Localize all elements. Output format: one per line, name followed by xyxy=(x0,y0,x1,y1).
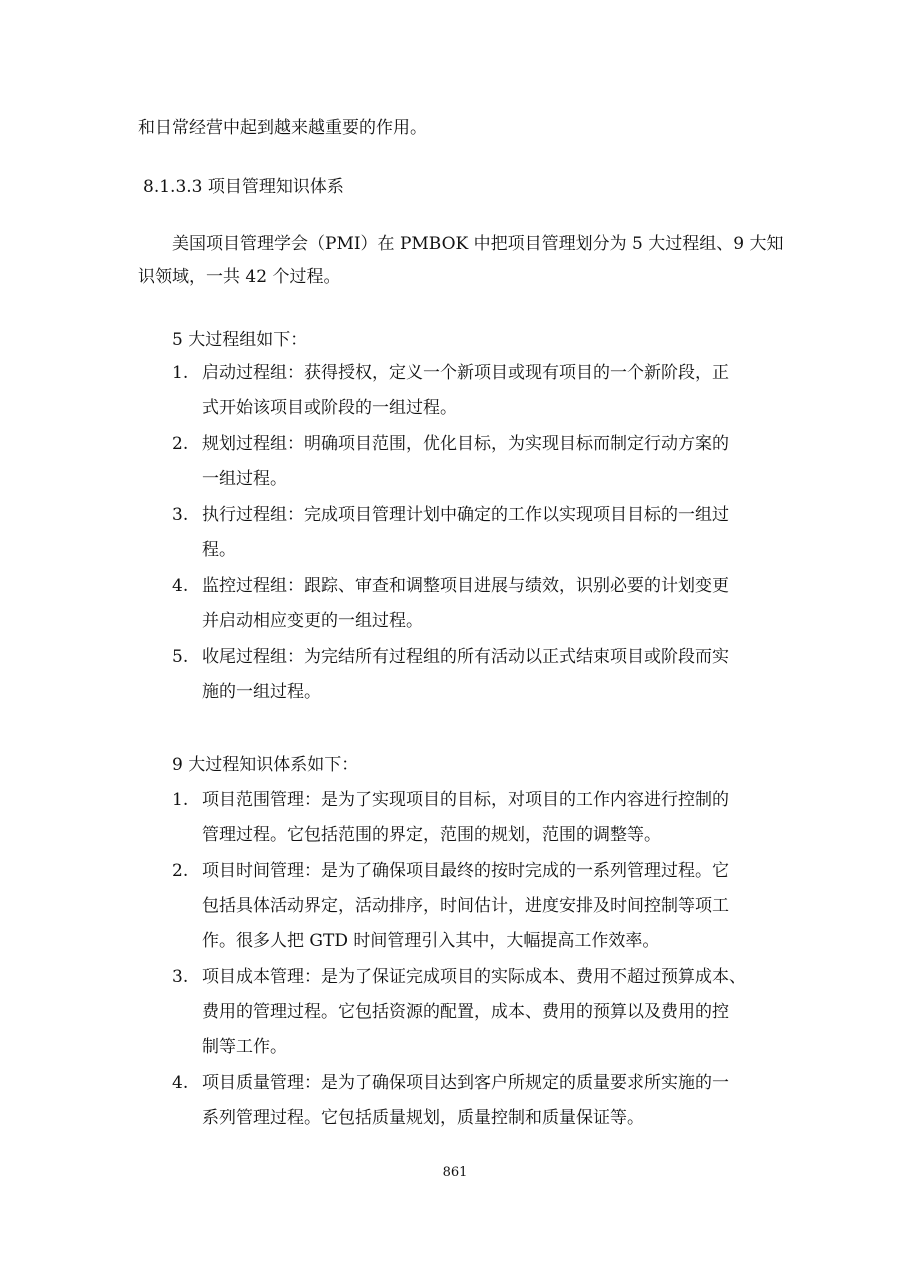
page-number: 861 xyxy=(442,1165,468,1180)
list-item-text: 规划过程组：明确项目范围，优化目标，为实现目标而制定行动方案的 xyxy=(202,434,729,454)
intro-tail-text: 和日常经营中起到越来越重要的作用。 xyxy=(138,118,427,138)
list-item-number: 5. xyxy=(172,647,189,667)
list-item-text: 管理过程。它包括范围的界定，范围的规划，范围的调整等。 xyxy=(202,825,661,845)
list-item-text: 制等工作。 xyxy=(202,1037,287,1057)
paragraph-line: 美国项目管理学会（PMI）在 PMBOK 中把项目管理划分为 5 大过程组、9 大知 xyxy=(172,234,784,254)
list-item-number: 3. xyxy=(172,967,189,987)
process-groups-heading: 5 大过程组如下： xyxy=(172,330,308,350)
list-item-text: 系列管理过程。它包括质量规划，质量控制和质量保证等。 xyxy=(202,1108,644,1128)
section-heading: 8.1.3.3 项目管理知识体系 xyxy=(143,177,344,197)
list-item-number: 2. xyxy=(172,861,189,881)
list-item-text: 收尾过程组：为完结所有过程组的所有活动以正式结束项目或阶段而实 xyxy=(202,647,729,667)
list-item-number: 2. xyxy=(172,434,189,454)
list-item-number: 4. xyxy=(172,576,189,596)
list-item-text: 项目质量管理：是为了确保项目达到客户所规定的质量要求所实施的一 xyxy=(202,1073,729,1093)
list-item-text: 并启动相应变更的一组过程。 xyxy=(202,611,423,631)
list-item-text: 执行过程组：完成项目管理计划中确定的工作以实现项目目标的一组过 xyxy=(202,505,729,525)
list-item-text: 作。很多人把 GTD 时间管理引入其中，大幅提高工作效率。 xyxy=(202,931,660,951)
list-item-text: 式开始该项目或阶段的一组过程。 xyxy=(202,398,457,418)
list-item-number: 4. xyxy=(172,1073,189,1093)
list-item-number: 1. xyxy=(172,790,189,810)
list-item-text: 程。 xyxy=(202,540,236,560)
list-item-number: 3. xyxy=(172,505,189,525)
paragraph-line: 识领域，一共 42 个过程。 xyxy=(138,267,341,287)
list-item-text: 项目成本管理：是为了保证完成项目的实际成本、费用不超过预算成本、 xyxy=(202,967,746,987)
list-item-number: 1. xyxy=(172,363,189,383)
knowledge-areas-heading: 9 大过程知识体系如下： xyxy=(172,755,359,775)
list-item-text: 监控过程组：跟踪、审查和调整项目进展与绩效，识别必要的计划变更 xyxy=(202,576,729,596)
list-item-text: 施的一组过程。 xyxy=(202,682,321,702)
list-item-text: 项目范围管理：是为了实现项目的目标，对项目的工作内容进行控制的 xyxy=(202,790,729,810)
list-item-text: 一组过程。 xyxy=(202,469,287,489)
list-item-text: 启动过程组：获得授权，定义一个新项目或现有项目的一个新阶段，正 xyxy=(202,363,729,383)
list-item-text: 项目时间管理：是为了确保项目最终的按时完成的一系列管理过程。它 xyxy=(202,861,729,881)
list-item-text: 包括具体活动界定，活动排序，时间估计，进度安排及时间控制等项工 xyxy=(202,896,729,916)
list-item-text: 费用的管理过程。它包括资源的配置，成本、费用的预算以及费用的控 xyxy=(202,1002,729,1022)
